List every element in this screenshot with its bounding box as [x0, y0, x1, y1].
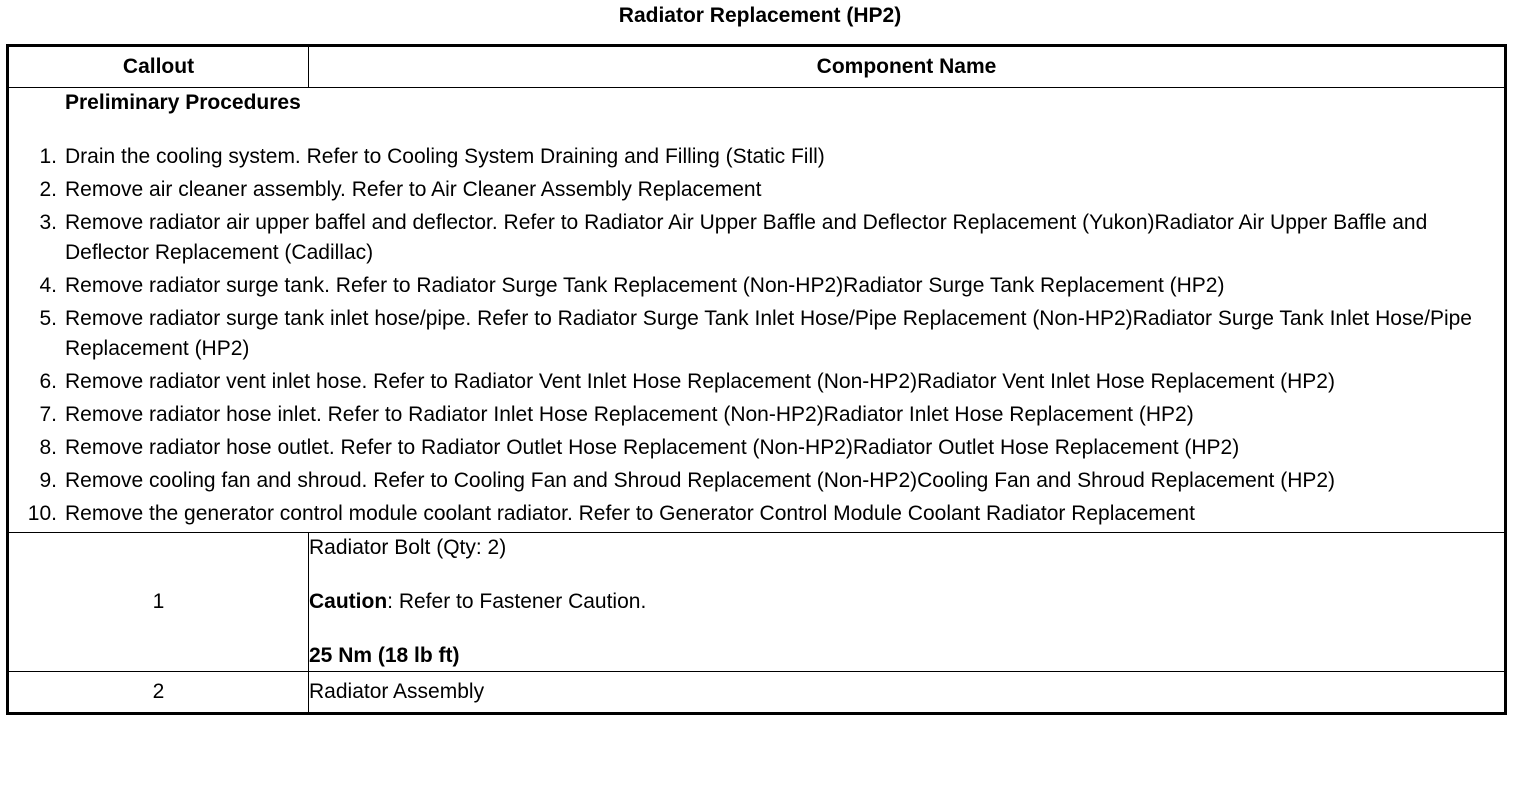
preliminary-cell — [8, 88, 1506, 533]
component-column-header: Component Name — [309, 46, 1506, 88]
component-name: Radiator Bolt (Qty: 2) — [309, 536, 507, 559]
step-item — [9, 499, 1504, 529]
step-text: Remove air cleaner assembly. Refer to Air Cleaner Assembly Replacement — [65, 178, 762, 201]
step-item — [9, 142, 1504, 172]
page-title: Radiator Replacement (HP2) — [618, 4, 902, 27]
caution-line — [309, 587, 1504, 617]
step-item — [9, 271, 1504, 301]
component-cell: Radiator Assembly — [309, 672, 1506, 714]
callout-cell: 2 — [8, 672, 309, 714]
callout-column-header: Callout — [8, 46, 309, 88]
table-header-row — [8, 46, 1506, 88]
preliminary-steps-list — [9, 142, 1504, 529]
step-text: Remove radiator surge tank inlet hose/pipe. Refer to Radiator Surge Tank Inlet Hose/Pipe Replacement (Non-HP2)Radiator Surge Tank Inlet Hose/Pipe Replacement (HP2) — [65, 307, 1472, 360]
preliminary-row — [8, 88, 1506, 533]
callout-cell: 1 — [8, 533, 309, 672]
step-text: Remove radiator vent inlet hose. Refer to Radiator Vent Inlet Hose Replacement (Non-HP2)Radiator Vent Inlet Hose Replacement (HP2) — [65, 370, 1335, 393]
step-number: 6. — [39, 370, 57, 393]
step-number: 4. — [39, 274, 57, 297]
step-text: Drain the cooling system. Refer to Cooling System Draining and Filling (Static Fill) — [65, 145, 825, 168]
step-item — [9, 400, 1504, 430]
step-text: Remove radiator hose outlet. Refer to Radiator Outlet Hose Replacement (Non-HP2)Radiator Outlet Hose Replacement (HP2) — [65, 436, 1240, 459]
torque-spec: 25 Nm (18 lb ft) — [309, 644, 460, 667]
step-number: 10. — [27, 502, 57, 525]
step-item — [9, 304, 1504, 364]
step-number: 7. — [39, 403, 57, 426]
step-text: Remove the generator control module coolant radiator. Refer to Generator Control Module Coolant Radiator Replacement — [65, 502, 1195, 525]
step-item — [9, 466, 1504, 496]
step-number: 8. — [39, 436, 57, 459]
step-item — [9, 433, 1504, 463]
step-item — [9, 208, 1504, 268]
step-item — [9, 175, 1504, 205]
step-text: Remove radiator surge tank. Refer to Radiator Surge Tank Replacement (Non-HP2)Radiator Surge Tank Replacement (HP2) — [65, 274, 1225, 297]
step-number: 9. — [39, 469, 57, 492]
step-item — [9, 367, 1504, 397]
preliminary-heading: Preliminary Procedures — [65, 91, 301, 114]
step-text: Remove radiator air upper baffel and deflector. Refer to Radiator Air Upper Baffle and Deflector Replacement (Yukon)Radiator Air Upper Baffle and Deflector Replacement (Cadillac) — [65, 211, 1428, 264]
step-number: 3. — [39, 211, 57, 234]
step-text: Remove cooling fan and shroud. Refer to Cooling Fan and Shroud Replacement (Non-HP2)Cooling Fan and Shroud Replacement (HP2) — [65, 469, 1336, 492]
caution-label: Caution — [309, 590, 388, 613]
step-text: Remove radiator hose inlet. Refer to Radiator Inlet Hose Replacement (Non-HP2)Radiator Inlet Hose Replacement (HP2) — [65, 403, 1194, 426]
caution-separator: : — [387, 590, 393, 613]
step-number: 5. — [39, 307, 57, 330]
table-row — [8, 533, 1506, 672]
caution-text: Refer to Fastener Caution. — [393, 590, 647, 613]
component-cell — [309, 533, 1506, 672]
table-row — [8, 672, 1506, 714]
step-number: 2. — [39, 178, 57, 201]
step-number: 1. — [39, 145, 57, 168]
procedure-table — [6, 44, 1507, 715]
